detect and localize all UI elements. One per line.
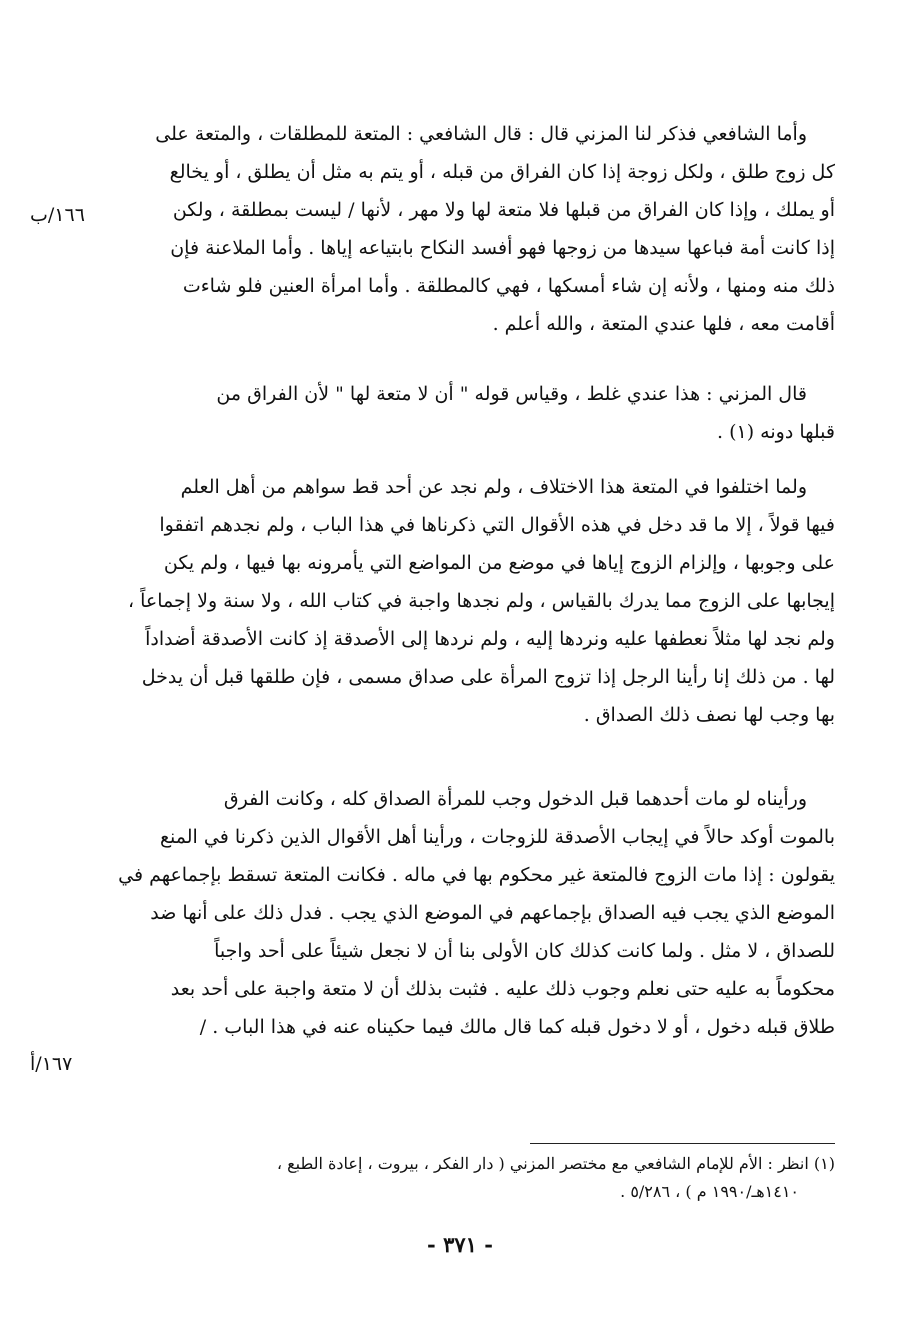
paragraph-line: قبلها دونه (١) . xyxy=(717,421,835,443)
margin-folio-ref-166b: ١٦٦/ب xyxy=(30,204,85,226)
paragraph-line: على وجوبها ، وإلزام الزوج إياها في موضع من المواضع التي يأمرونه بها فيها ، ولم يكن xyxy=(163,552,835,574)
paragraph-1 xyxy=(110,115,835,343)
paragraph-line: بها وجب لها نصف ذلك الصداق . xyxy=(583,704,835,726)
footnote-line: ١٤١٠هـ/١٩٩٠ م ) ، ٥/٢٨٦ . xyxy=(620,1182,799,1201)
paragraph-line: إيجابها على الزوج مما يدرك بالقياس ، ولم نجدها واجبة في كتاب الله ، ولا سنة ولا إجماعاً ، xyxy=(127,590,835,612)
paragraph-line: ولما اختلفوا في المتعة هذا الاختلاف ، ولم نجد عن أحد قط سواهم من أهل العلم xyxy=(180,476,807,498)
paragraph-line: لها . من ذلك إنا رأينا الرجل إذا تزوج المرأة على صداق مسمى ، فإن طلقها قبل أن يدخل xyxy=(141,666,835,688)
page-number: - ٣٧١ - xyxy=(427,1232,493,1257)
paragraph-line: قال المزني : هذا عندي غلط ، وقياس قوله " أن لا متعة لها " لأن الفراق من xyxy=(216,383,807,405)
paragraph-line: أقامت معه ، فلها عندي المتعة ، والله أعلم . xyxy=(492,313,835,335)
paragraph-line: محكوماً به عليه حتى نعلم وجوب ذلك عليه . فثبت بذلك أن لا متعة واجبة على أحد بعد xyxy=(170,978,835,1000)
paragraph-line: ورأيناه لو مات أحدهما قبل الدخول وجب للمرأة الصداق كله ، وكانت الفرق xyxy=(223,788,807,810)
footnote-line: (١) انظر : الأم للإمام الشافعي مع مختصر المزني ( دار الفكر ، بيروت ، إعادة الطبع ، xyxy=(276,1154,835,1173)
margin-folio-ref-167a: ١٦٧/أ xyxy=(30,1053,73,1075)
paragraph-3 xyxy=(110,468,835,734)
paragraph-line: ولم نجد لها مثلاً نعطفها عليه ونردها إليه ، ولم نردها إلى الأصدقة إذ كانت الأصدقة أضداداً xyxy=(145,628,835,650)
footnote-separator xyxy=(530,1143,835,1144)
paragraph-line: كل زوج طلق ، ولكل زوجة إذا كان الفراق من قبله ، أو يتم به مثل أن يطلق ، أو يخالع xyxy=(169,161,835,183)
footnotes xyxy=(110,1150,835,1206)
paragraph-line: وأما الشافعي فذكر لنا المزني قال : قال الشافعي : المتعة للمطلقات ، والمتعة على xyxy=(155,123,807,145)
paragraph-line: بالموت أوكد حالاً في إيجاب الأصدقة للزوجات ، ورأينا أهل الأقوال الذين ذكرنا في المنع xyxy=(159,826,835,848)
paragraph-2 xyxy=(110,375,835,451)
paragraph-line: ذلك منه ومنها ، ولأنه إن شاء أمسكها ، فهي كالمطلقة . وأما امرأة العنين فلو شاءت xyxy=(182,275,835,297)
paragraph-line: للصداق ، لا مثل . ولما كانت كذلك كان الأولى بنا أن لا نجعل شيئاً على أحد واجباً xyxy=(214,940,835,962)
paragraph-line: طلاق قبله دخول ، أو لا دخول قبله كما قال مالك فيما حكيناه عنه في هذا الباب . / xyxy=(199,1016,835,1038)
paragraph-line: الموضع الذي يجب فيه الصداق بإجماعهم في الموضع الذي يجب . فدل ذلك على أنها ضد xyxy=(150,902,835,924)
paragraph-line: إذا كانت أمة فباعها سيدها من زوجها فهو أفسد النكاح بابتياعه إياها . وأما الملاعنة فإن xyxy=(170,237,835,259)
paragraph-line: فيها قولاً ، إلا ما قد دخل في هذه الأقوال التي ذكرناها في هذا الباب ، ولم نجدهم اتفقوا xyxy=(159,514,835,536)
paragraph-line: يقولون : إذا مات الزوج فالمتعة غير محكوم بها في ماله . فكانت المتعة تسقط بإجماعهم في xyxy=(118,864,835,886)
paragraph-4 xyxy=(110,780,835,1046)
paragraph-line: أو يملك ، وإذا كان الفراق من قبلها فلا متعة لها ولا مهر ، لأنها / ليست بمطلقة ، ولكن xyxy=(172,199,835,221)
